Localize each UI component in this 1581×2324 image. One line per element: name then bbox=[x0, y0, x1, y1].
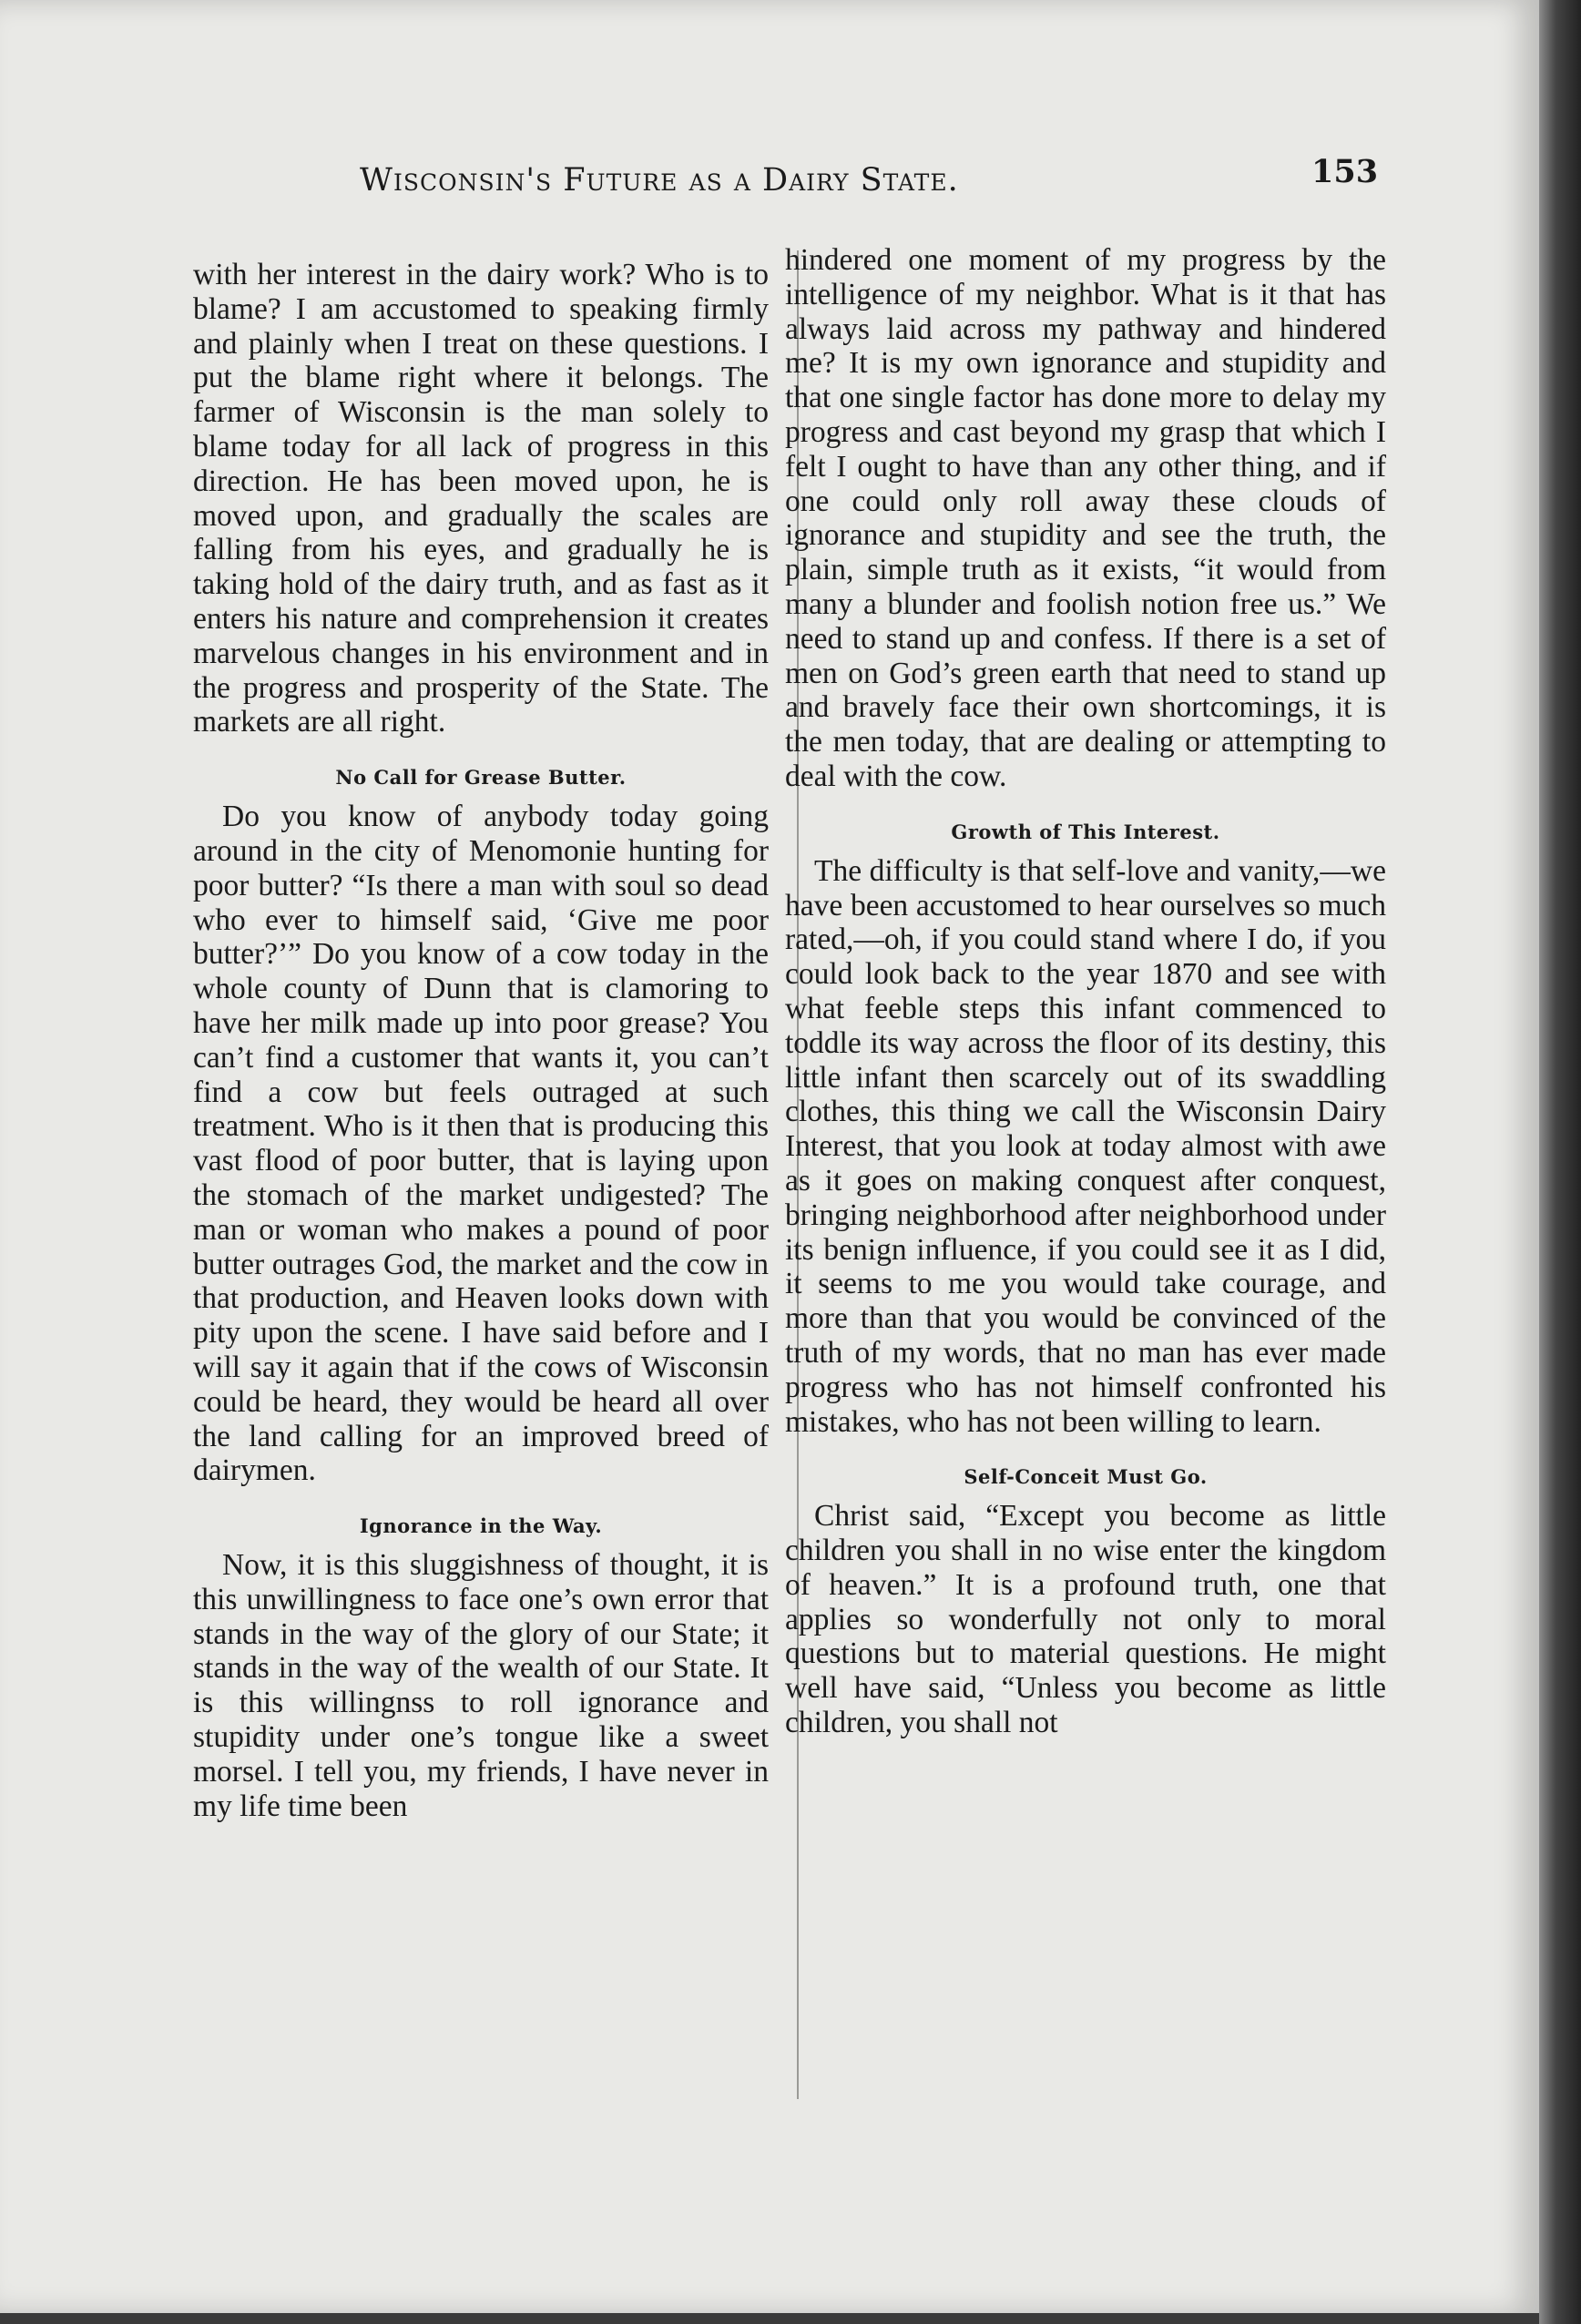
paragraph: hindered one moment of my progress by the intelligence of my neighbor. What is it that has always laid across my pathway and hindered me? It is my own ignorance and stupidity and that one single factor has done more to delay my progress and cast beyond my grasp that which I felt I ought to have than any other thing, and if one could only roll away these clouds of ignorance and stupidity and see the truth, the plain, simple truth as it exists, “it would from many a blunder and foolish notion free us.” We need to stand up and confess. If there is a set of men on God’s green earth that need to stand up and bravely face their own shortcomings, it is the men today, that are dealing or attempting to deal with the cow. bbox=[785, 243, 1386, 793]
running-header-title: Wisconsin's Future as a Dairy State. bbox=[360, 162, 959, 199]
right-column bbox=[785, 243, 1386, 1740]
paragraph: The difficulty is that self-love and vanity,—we have been accustomed to hear ourselves so much rated,—oh, if you could stand where I do, if you could look back to the year 1870 and see with what feeble steps this infant commenced to toddle its way across the floor of its destiny, this little infant then scarcely out of its swaddling clothes, this thing we call the Wisconsin Dairy Interest, that you look at today almost with awe as it goes on making conquest after conquest, bringing neighborhood after neighborhood under its benign influence, if you could see it as I did, it seems to me you would take courage, and more than that you would be convinced of the truth of my words, that no man has ever made progress who has not himself confronted his mistakes, who has not been willing to learn. bbox=[785, 853, 1386, 1439]
section-heading: No Call for Grease Butter. bbox=[335, 766, 627, 790]
section-heading: Self-Conceit Must Go. bbox=[964, 1465, 1208, 1489]
paragraph: Christ said, “Except you become as little children you shall in no wise enter the kingdom of heaven.” It is a profound truth, one that applies so wonderfully not only to moral questions but to material questions. He might well have said, “Unless you become as little children, you shall not bbox=[785, 1499, 1386, 1740]
section-heading: Ignorance in the Way. bbox=[359, 1514, 603, 1538]
book-spine-edge bbox=[1539, 0, 1581, 2324]
paragraph: with her interest in the dairy work? Who is to blame? I am accustomed to speaking firmly and plainly when I treat on these questions. I put the blame right where it belongs. The farmer of Wisconsin is the man solely to blame today for all lack of progress in this direction. He has been moved upon, he is moved upon, and gradually the scales are falling from his eyes, and gradually he is taking hold of the dairy truth, and as fast as it enters his nature and comprehension it creates marvelous changes in his environment and in the progress and prosperity of the State. The markets are all right. bbox=[193, 258, 769, 739]
paragraph: Do you know of anybody today going around in the city of Menomonie hunting for poor butter? “Is there a man with soul so dead who ever to himself said, ‘Give me poor butter?’” Do you know of a cow today in the whole county of Dunn that is clamoring to have her milk made up into poor grease? You can’t find a customer that wants it, you can’t find a cow but feels outraged at such treatment. Who is it then that is producing this vast flood of poor butter, that is laying upon the stomach of the market undigested? The man or woman who makes a pound of poor butter outrages God, the market and the cow in that production, and Heaven looks down with pity upon the scene. I have said before and I will say it again that if the cows of Wisconsin could be heard, they would be heard all over the land calling for an improved breed of dairymen. bbox=[193, 800, 769, 1488]
section-heading: Growth of This Interest. bbox=[951, 820, 1220, 843]
page-number: 153 bbox=[1311, 153, 1379, 190]
left-column bbox=[193, 258, 769, 1823]
paragraph: Now, it is this sluggishness of thought, it is this unwillingness to face one’s own error that stands in the way of the glory of our State; it stands in the way of the wealth of our State. It is this willingnss to roll ignorance and stupidity under one’s tongue like a sweet morsel. I tell you, my friends, I have never in my life time been bbox=[193, 1548, 769, 1823]
